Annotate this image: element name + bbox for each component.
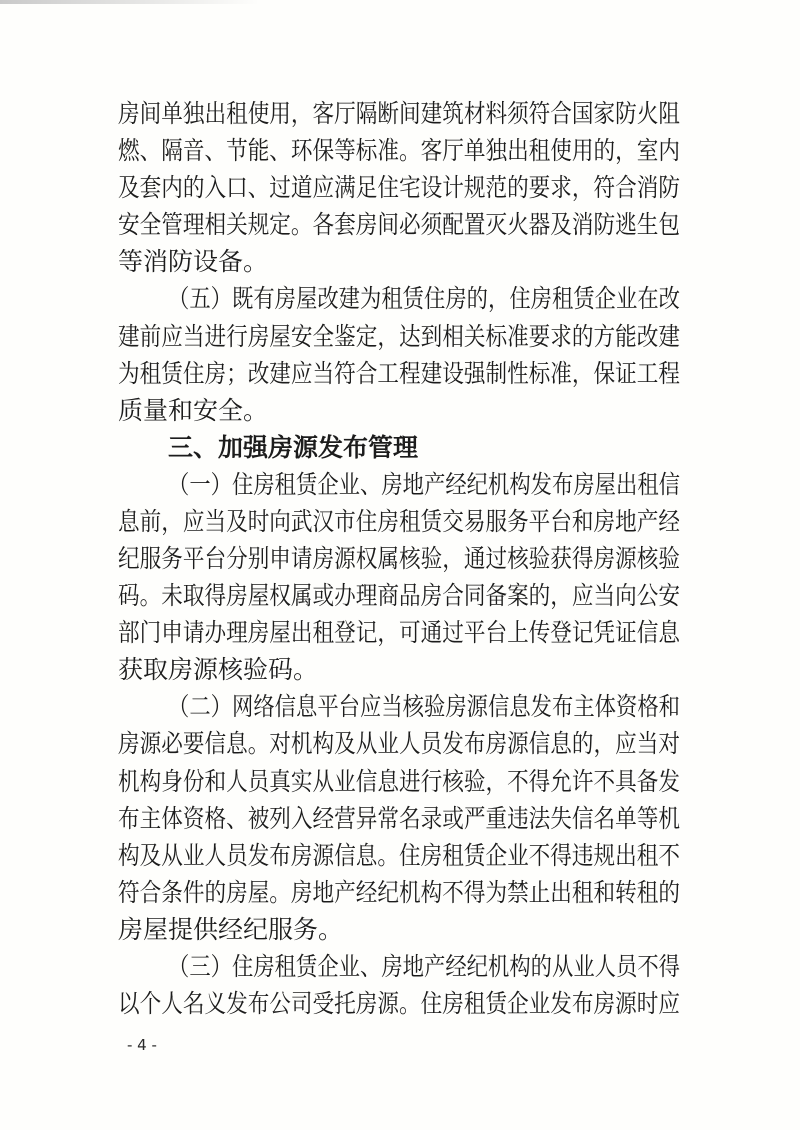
text-line-content: （五）既有房屋改建为租赁住房的，住房租赁企业在改	[168, 284, 680, 313]
paragraph-one-start	[0, 466, 800, 504]
text-line-content: 为租赁住房；改建应当符合工程建设强制性标准，保证工程	[118, 359, 681, 388]
text-line	[0, 763, 800, 801]
text-line	[0, 725, 800, 763]
text-line	[0, 874, 800, 912]
text-line-content: 及套内的入口、过道应满足住宅设计规范的要求，符合消防	[118, 173, 681, 202]
text-line-content: 获取房源核验码。	[118, 655, 319, 684]
text-line-content: 部门申请办理房屋出租登记，可通过平台上传登记凭证信息	[118, 618, 681, 647]
text-line-content: 以个人名义发布公司受托房源。住房租赁企业发布房源时应	[118, 989, 681, 1018]
text-line	[0, 614, 800, 652]
text-line-content: （一）住房租赁企业、房地产经纪机构发布房屋出租信	[168, 470, 680, 499]
text-line	[0, 392, 800, 430]
text-line-content: 建前应当进行房屋安全鉴定，达到相关标准要求的方能改建	[118, 322, 681, 351]
text-line-content: 纪服务平台分别申请房源权属核验，通过核验获得房源核验	[118, 544, 681, 573]
text-line	[0, 318, 800, 356]
paragraph-five-start	[0, 280, 800, 318]
text-line-content: 质量和安全。	[118, 396, 269, 425]
text-line	[0, 355, 800, 393]
text-line-content: 码。未取得房屋权属或办理商品房合同备案的，应当向公安	[118, 581, 681, 610]
text-line-content: 符合条件的房屋。房地产经纪机构不得为禁止出租和转租的	[118, 878, 681, 907]
text-line	[0, 577, 800, 615]
text-line	[0, 503, 800, 541]
text-line-content: 息前，应当及时向武汉市住房租赁交易服务平台和房地产经	[118, 507, 681, 536]
text-line	[0, 651, 800, 689]
text-line-content: 等消防设备。	[118, 247, 269, 276]
text-line-content: 机构身份和人员真实从业信息进行核验，不得允许不具备发	[118, 767, 681, 796]
paragraph-three-start	[0, 948, 800, 986]
text-line	[0, 169, 800, 207]
text-line-content: 构及从业人员发布房源信息。住房租赁企业不得违规出租不	[118, 841, 681, 870]
section-heading	[0, 429, 800, 467]
text-line	[0, 800, 800, 838]
text-line	[0, 837, 800, 875]
text-line-content: 房间单独出租使用，客厅隔断间建筑材料须符合国家防火阻	[118, 99, 681, 128]
section-heading-text: 三、加强房源发布管理	[168, 433, 419, 462]
text-line-content: 房屋提供经纪服务。	[118, 915, 344, 944]
text-line-content: （二）网络信息平台应当核验房源信息发布主体资格和	[168, 692, 680, 721]
text-line	[0, 206, 800, 244]
scan-edge	[0, 0, 260, 4]
text-line-content: （三）住房租赁企业、房地产经纪机构的从业人员不得	[168, 952, 680, 981]
text-line-content: 布主体资格、被列入经营异常名录或严重违法失信名单等机	[118, 804, 681, 833]
text-line-content: 房源必要信息。对机构及从业人员发布房源信息的，应当对	[118, 729, 681, 758]
text-line	[0, 95, 800, 133]
paragraph-two-start	[0, 688, 800, 726]
text-line-content: 燃、隔音、节能、环保等标准。客厅单独出租使用的，室内	[118, 136, 681, 165]
text-line	[0, 243, 800, 281]
text-line	[0, 132, 800, 170]
text-line	[0, 911, 800, 949]
text-line	[0, 540, 800, 578]
text-line	[0, 985, 800, 1023]
text-line-content: 安全管理相关规定。各套房间必须配置灭火器及消防逃生包	[118, 210, 681, 239]
page-number: - 4 -	[127, 1036, 157, 1054]
